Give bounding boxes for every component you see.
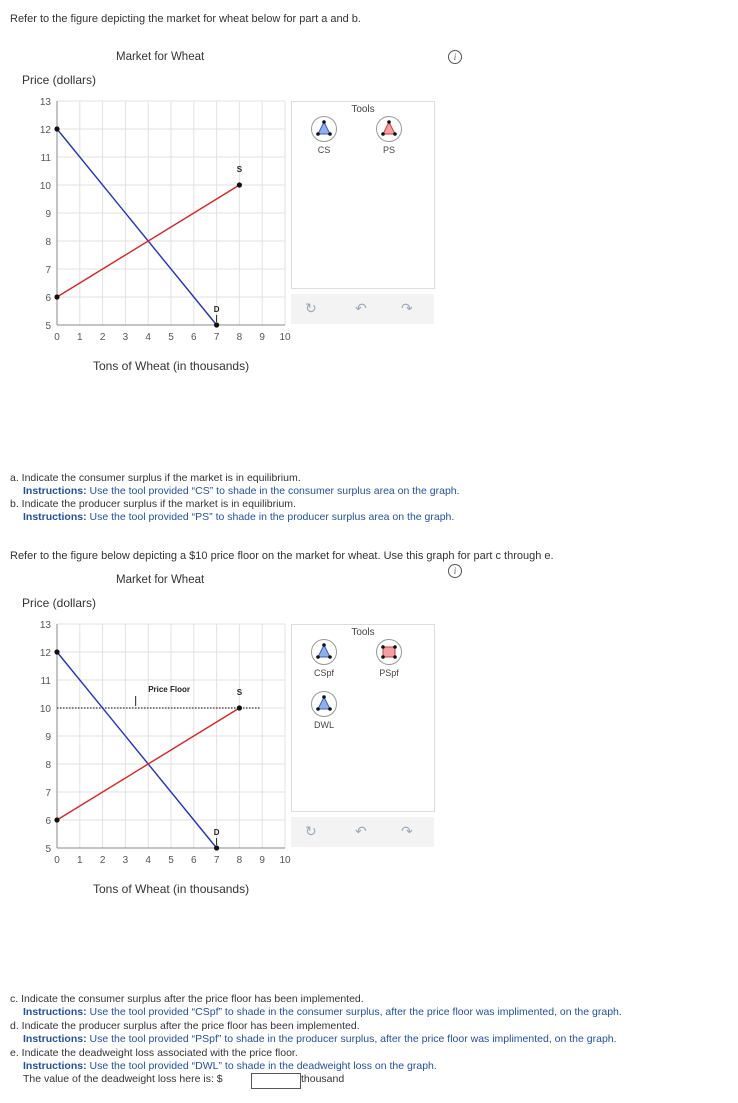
ps-tool-label: PS xyxy=(382,145,395,155)
x-tick-label: 6 xyxy=(191,332,197,343)
instructions-head: Instructions: xyxy=(23,485,87,497)
y-tick-label: 10 xyxy=(39,181,51,192)
redo-icon[interactable]: ↷ xyxy=(401,300,413,316)
tools-title: Tools xyxy=(351,627,375,638)
curve-endpoint xyxy=(214,845,219,850)
curve-endpoint xyxy=(54,649,59,654)
dwl-tool-button[interactable] xyxy=(304,691,344,730)
demand-curve xyxy=(57,129,217,325)
polygon-tool-icon xyxy=(311,691,337,717)
x-tick-label: 0 xyxy=(54,855,60,866)
demand-label: D xyxy=(213,828,220,837)
instructions-text: Use the tool provided “CSpf” to shade in the consumer surplus, after the price floor was implimented, on the graph. xyxy=(86,1006,622,1018)
supply-label: S xyxy=(236,165,243,174)
x-tick-label: 8 xyxy=(236,332,243,343)
instructions-b xyxy=(23,511,454,523)
y-tick-label: 13 xyxy=(39,97,51,108)
y-tick-label: 6 xyxy=(45,293,51,304)
chart-graph[interactable] xyxy=(0,615,300,870)
info-icon[interactable]: i xyxy=(448,50,462,64)
instructions-text: Use the tool provided “DWL” to shade in the deadweight loss on the graph. xyxy=(86,1060,437,1072)
x-tick-label: 9 xyxy=(259,332,265,343)
x-axis-label: Tons of Wheat (in thousands) xyxy=(93,359,250,373)
dwl-value-suffix: thousand xyxy=(301,1073,345,1085)
instructions-e xyxy=(23,1060,437,1072)
question-a: a. Indicate the consumer surplus if the market is in equilibrium. xyxy=(10,472,301,484)
tools-panel xyxy=(291,101,435,289)
x-tick-label: 3 xyxy=(122,855,129,866)
polygon-tool-icon xyxy=(311,116,337,142)
curve-endpoint xyxy=(54,294,59,299)
demand-curve xyxy=(57,652,217,848)
y-tick-label: 7 xyxy=(45,265,51,276)
tools-title: Tools xyxy=(351,104,375,115)
price-floor-label: Price Floor xyxy=(148,685,190,694)
chart-title: Market for Wheat xyxy=(116,51,205,63)
y-tick-label: 13 xyxy=(39,620,51,631)
polygon-tool-icon xyxy=(311,639,337,665)
curve-endpoint xyxy=(237,705,242,710)
x-tick-label: 1 xyxy=(77,855,83,866)
instructions-head: Instructions: xyxy=(23,1033,87,1045)
intro-text-1: Refer to the figure depicting the market for wheat below for part a and b. xyxy=(10,13,361,25)
x-tick-label: 7 xyxy=(213,855,220,866)
demand-label: D xyxy=(213,305,220,314)
instructions-text: Use the tool provided “PS” to shade in the producer surplus area on the graph. xyxy=(86,511,455,523)
y-tick-label: 11 xyxy=(40,153,51,164)
chart-title: Market for Wheat xyxy=(116,574,205,586)
info-icon[interactable]: i xyxy=(448,564,462,578)
reset-icon[interactable]: ↻ xyxy=(305,823,317,839)
supply-label: S xyxy=(236,688,243,697)
y-tick-label: 7 xyxy=(45,788,51,799)
x-tick-label: 9 xyxy=(259,855,265,866)
x-tick-label: 2 xyxy=(99,855,106,866)
y-axis-label: Price (dollars) xyxy=(22,596,97,610)
cs-tool-button[interactable] xyxy=(304,116,344,155)
instructions-head: Instructions: xyxy=(23,511,87,523)
redo-icon[interactable]: ↷ xyxy=(401,823,413,839)
curve-endpoint xyxy=(237,182,242,187)
question-e: e. Indicate the deadweight loss associated with the price floor. xyxy=(10,1047,298,1059)
undo-icon[interactable]: ↶ xyxy=(355,300,367,316)
x-tick-label: 0 xyxy=(54,332,60,343)
dwl-tool-label: DWL xyxy=(314,720,334,730)
graph-actions-bar xyxy=(291,817,434,847)
dwl-value-input[interactable] xyxy=(251,1073,301,1089)
cspf-tool-button[interactable] xyxy=(304,639,344,678)
x-tick-label: 8 xyxy=(236,855,243,866)
question-c: c. Indicate the consumer surplus after the price floor has been implemented. xyxy=(10,993,364,1005)
x-tick-label: 3 xyxy=(122,332,129,343)
x-tick-label: 10 xyxy=(279,332,291,343)
x-tick-label: 4 xyxy=(145,855,151,866)
y-tick-label: 9 xyxy=(45,732,51,743)
dwl-value-prefix: The value of the deadweight loss here is: $ xyxy=(23,1073,223,1085)
x-tick-label: 5 xyxy=(168,855,174,866)
y-tick-label: 5 xyxy=(45,321,51,332)
x-tick-label: 5 xyxy=(168,332,174,343)
y-axis-label: Price (dollars) xyxy=(22,73,97,87)
x-tick-label: 1 xyxy=(77,332,83,343)
question-d: d. Indicate the producer surplus after the price floor has been implemented. xyxy=(10,1020,360,1032)
x-axis-label: Tons of Wheat (in thousands) xyxy=(93,882,250,896)
cs-tool-label: CS xyxy=(317,145,331,155)
y-tick-label: 5 xyxy=(45,844,51,855)
x-tick-label: 7 xyxy=(213,332,220,343)
intro-text-2: Refer to the figure below depicting a $10 price floor on the market for wheat. Use this graph for part c through e. xyxy=(10,550,554,562)
chart-graph[interactable] xyxy=(0,92,300,347)
y-tick-label: 11 xyxy=(40,676,51,687)
quad-tool-icon xyxy=(376,639,402,665)
instructions-head: Instructions: xyxy=(23,1060,87,1072)
x-tick-label: 4 xyxy=(145,332,151,343)
curve-endpoint xyxy=(214,322,219,327)
x-tick-label: 6 xyxy=(191,855,197,866)
ps-tool-button[interactable] xyxy=(369,116,409,155)
y-tick-label: 12 xyxy=(39,125,51,136)
y-tick-label: 10 xyxy=(39,704,51,715)
y-tick-label: 8 xyxy=(45,237,51,248)
y-tick-label: 6 xyxy=(45,816,51,827)
reset-icon[interactable]: ↻ xyxy=(305,300,317,316)
instructions-d xyxy=(23,1033,617,1045)
instructions-c xyxy=(23,1006,622,1018)
cspf-tool-label: CSpf xyxy=(313,668,334,678)
y-tick-label: 12 xyxy=(39,648,51,659)
instructions-text: Use the tool provided “CS” to shade in the consumer surplus area on the graph. xyxy=(86,485,460,497)
polygon-tool-icon xyxy=(376,116,402,142)
x-tick-label: 2 xyxy=(99,332,106,343)
instructions-a xyxy=(23,485,460,497)
undo-icon[interactable]: ↶ xyxy=(355,823,367,839)
graph-actions-bar xyxy=(291,294,434,324)
curve-endpoint xyxy=(54,817,59,822)
tools-panel xyxy=(291,624,435,812)
y-tick-label: 9 xyxy=(45,209,51,220)
instructions-head: Instructions: xyxy=(23,1006,87,1018)
pspf-tool-label: PSpf xyxy=(379,668,399,678)
pspf-tool-button[interactable] xyxy=(369,639,409,678)
y-tick-label: 8 xyxy=(45,760,51,771)
question-b: b. Indicate the producer surplus if the market is in equilibrium. xyxy=(10,498,296,510)
x-tick-label: 10 xyxy=(279,855,291,866)
curve-endpoint xyxy=(54,126,59,131)
instructions-text: Use the tool provided “PSpf” to shade in the producer surplus, after the price floor was implimented, on the graph. xyxy=(86,1033,617,1045)
